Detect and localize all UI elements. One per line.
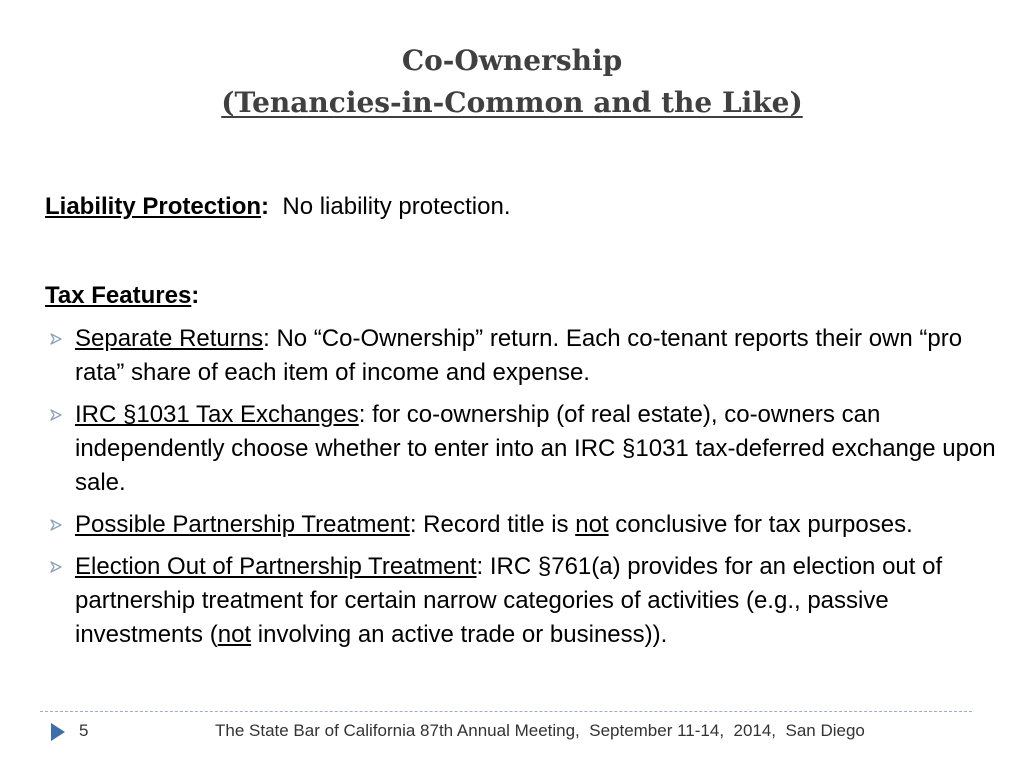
- liability-protection-line: [45, 192, 1005, 222]
- arrow-bullet-icon: [50, 561, 62, 573]
- bullet-label: Possible Partnership Treatment: [75, 511, 410, 538]
- list-item-separate-returns: [45, 322, 1005, 390]
- bullet-text: : for co-ownership (of real estate), co-owners can independently choose whether to enter into an IRC §1031 tax-deferred exchange upon sale.: [75, 401, 996, 496]
- bullet-emphasis: not: [217, 621, 252, 648]
- slide-title: [0, 40, 1024, 124]
- footer-divider: [40, 711, 972, 712]
- arrow-bullet-icon: [50, 333, 62, 345]
- bullet-label: IRC §1031 Tax Exchanges: [75, 401, 359, 428]
- bullet-tail: involving an active trade or business)).: [251, 621, 668, 648]
- list-item-election-out: [45, 550, 1005, 652]
- page-number: 5: [79, 721, 89, 740]
- tax-features-heading-line: [45, 281, 1005, 311]
- list-item-irc-1031: [45, 398, 1005, 500]
- tax-features-list: [45, 322, 1005, 660]
- title-line-2: (Tenancies-in-Common and the Like): [221, 86, 803, 119]
- list-item-partnership-treatment: [45, 508, 1005, 542]
- play-arrow-icon: [50, 722, 66, 742]
- liability-colon: :: [261, 193, 270, 220]
- liability-heading: Liability Protection: [45, 193, 262, 220]
- bullet-text: : IRC §761(a) provides for an election out of partnership treatment for certain narrow categories of activities (e.g., passive investments (: [75, 553, 943, 648]
- bullet-text: : Record title is: [409, 511, 576, 538]
- arrow-bullet-icon: [50, 409, 62, 421]
- arrow-bullet-icon: [50, 519, 62, 531]
- title-line-1: Co-Ownership: [401, 44, 623, 77]
- bullet-label: Separate Returns: [75, 325, 264, 352]
- tax-colon: :: [191, 282, 200, 309]
- bullet-text: : No “Co-Ownership” return. Each co-tenant reports their own “pro rata” share of each item of income and expense.: [75, 325, 963, 386]
- footer-text: The State Bar of California 87th Annual Meeting, September 11-14, 2014, San Diego: [215, 721, 865, 740]
- liability-text: No liability protection.: [282, 193, 511, 220]
- bullet-emphasis: not: [575, 511, 609, 538]
- tax-heading: Tax Features: [45, 282, 192, 309]
- bullet-tail: conclusive for tax purposes.: [608, 511, 913, 538]
- bullet-label: Election Out of Partnership Treatment: [75, 553, 477, 580]
